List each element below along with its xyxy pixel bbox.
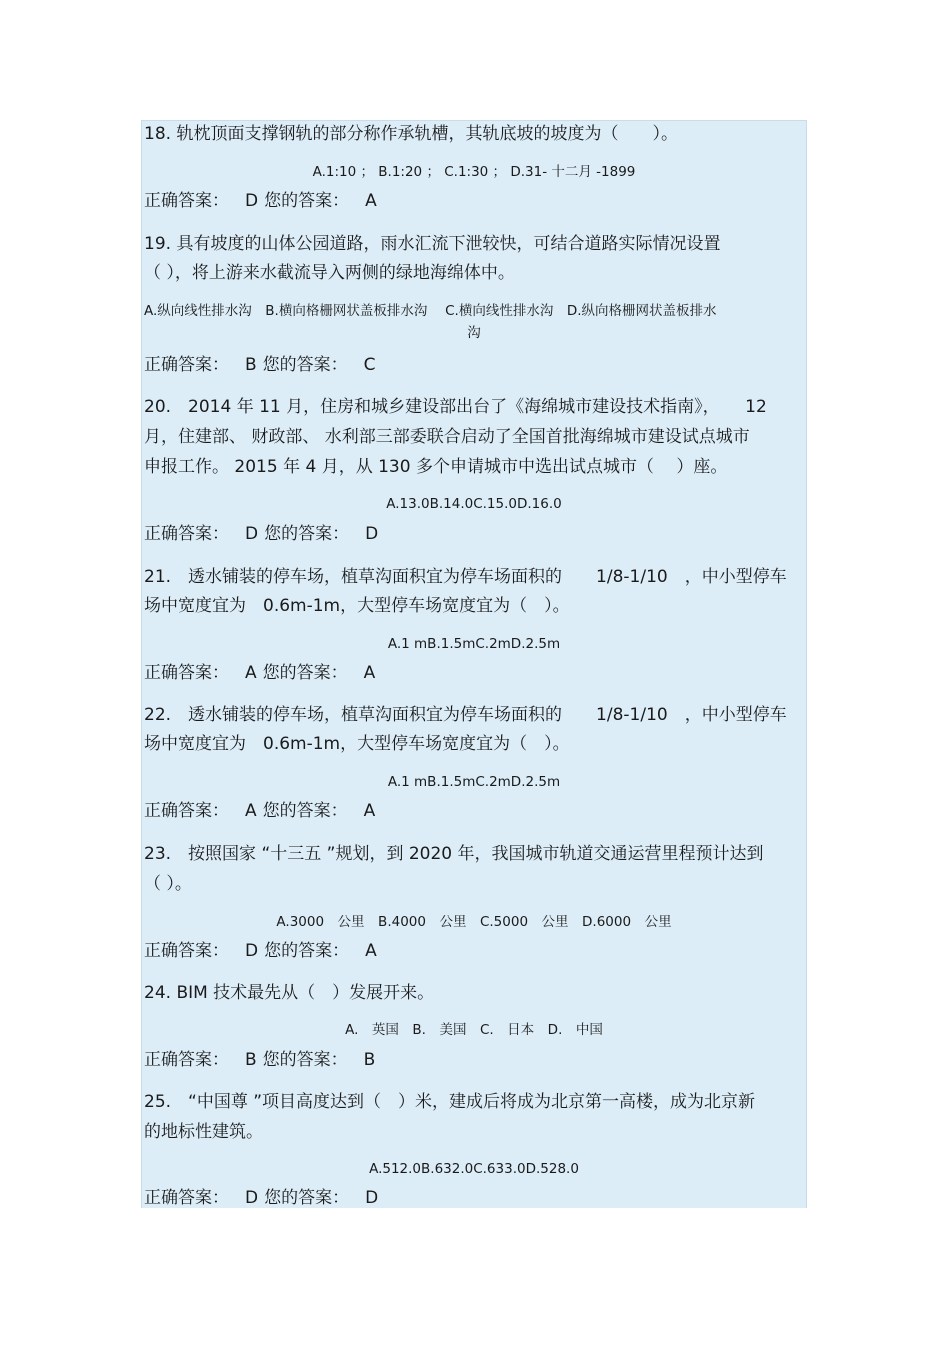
your-answer-value: D	[365, 1188, 379, 1208]
your-answer-value: B	[363, 1050, 376, 1070]
question-25-answer	[144, 1183, 378, 1213]
question-24-answer	[144, 1045, 375, 1075]
your-answer-label: 您的答案：	[262, 663, 348, 683]
question-18-answer	[144, 186, 377, 216]
question-25-options: A.512.0B.632.0C.633.0D.528.0	[369, 1161, 579, 1177]
correct-answer-label: 正确答案：	[144, 191, 229, 211]
question-25-line-2: 的地标性建筑。	[144, 1122, 263, 1142]
question-18-options: A.1:10 ； B.1:20 ； C.1:30 ； D.31- 十二月 -1899	[312, 164, 636, 180]
your-answer-value: D	[365, 524, 379, 544]
question-22-options: A.1 mB.1.5mC.2mD.2.5m	[387, 774, 561, 790]
correct-answer-value: A	[245, 801, 257, 821]
your-answer-value: A	[365, 191, 377, 211]
question-23-line-1: 23. 按照国家 “十三五 ”规划，到 2020 年，我国城市轨道交通运营里程预计达到	[144, 844, 764, 864]
correct-answer-value: B	[245, 1050, 257, 1070]
question-24-options: A. 英国 B. 美国 C. 日本 D. 中国	[345, 1022, 603, 1038]
question-23-answer	[144, 936, 377, 966]
your-answer-value: A	[363, 663, 376, 683]
correct-answer-value: D	[245, 524, 259, 544]
your-answer-label: 您的答案：	[264, 191, 350, 211]
your-answer-label: 您的答案：	[262, 355, 348, 375]
question-19-line-1: 19. 具有坡度的山体公园道路，雨水汇流下泄较快，可结合道路实际情况设置	[144, 234, 721, 254]
question-19-options-wrap: 沟	[467, 325, 481, 341]
question-25-line-1: 25. “中国尊 ”项目高度达到（ ）米，建成后将成为北京第一高楼，成为北京新	[144, 1092, 756, 1112]
question-22-line-1: 22. 透水铺装的停车场，植草沟面积宜为停车场面积的 1/8-1/10 ，中小型停车	[144, 705, 787, 725]
question-21-line-1: 21. 透水铺装的停车场，植草沟面积宜为停车场面积的 1/8-1/10 ，中小型停车	[144, 567, 787, 587]
correct-answer-label: 正确答案：	[144, 524, 229, 544]
your-answer-label: 您的答案：	[262, 801, 348, 821]
question-20-options: A.13.0B.14.0C.15.0D.16.0	[386, 496, 562, 512]
correct-answer-label: 正确答案：	[144, 355, 229, 375]
question-20-answer	[144, 519, 378, 549]
correct-answer-value: D	[245, 191, 259, 211]
your-answer-label: 您的答案：	[264, 524, 350, 544]
correct-answer-label: 正确答案：	[144, 941, 229, 961]
correct-answer-label: 正确答案：	[144, 1050, 229, 1070]
correct-answer-value: A	[245, 663, 257, 683]
question-23-line-2: （ ）。	[144, 874, 192, 894]
your-answer-value: A	[365, 941, 377, 961]
question-22-answer	[144, 796, 375, 826]
correct-answer-label: 正确答案：	[144, 663, 229, 683]
question-22-line-2: 场中宽度宜为 0.6m-1m，大型停车场宽度宜为（ ）。	[144, 734, 570, 754]
correct-answer-value: D	[245, 1188, 259, 1208]
question-23-options: A.3000 公里 B.4000 公里 C.5000 公里 D.6000 公里	[276, 914, 672, 930]
correct-answer-label: 正确答案：	[144, 801, 229, 821]
question-19-options: A.纵向线性排水沟 B.横向格栅网状盖板排水沟 C.横向线性排水沟 D.纵向格栅网状盖板排水	[144, 303, 717, 319]
your-answer-value: A	[363, 801, 376, 821]
your-answer-value: C	[363, 355, 376, 375]
question-19-line-2: （ ），将上游来水截流导入两侧的绿地海绵体中。	[144, 263, 515, 283]
question-20-line-1: 20. 2014 年 11 月，住房和城乡建设部出台了《海绵城市建设技术指南》， 12	[144, 397, 767, 417]
your-answer-label: 您的答案：	[264, 941, 350, 961]
question-21-options: A.1 mB.1.5mC.2mD.2.5m	[387, 636, 561, 652]
question-21-answer	[144, 658, 375, 688]
question-24-line-1: 24. BIM 技术最先从（ ）发展开来。	[144, 983, 435, 1003]
question-19-answer	[144, 350, 376, 380]
question-18-line-1: 18. 轨枕顶面支撑钢轨的部分称作承轨槽，其轨底坡的坡度为（ ）。	[144, 124, 678, 144]
question-20-line-3: 申报工作。 2015 年 4 月，从 130 多个申请城市中选出试点城市（ ）座。	[144, 457, 728, 477]
your-answer-label: 您的答案：	[264, 1188, 350, 1208]
your-answer-label: 您的答案：	[262, 1050, 348, 1070]
correct-answer-value: D	[245, 941, 259, 961]
question-20-line-2: 月，住建部、 财政部、 水利部三部委联合启动了全国首批海绵城市建设试点城市	[144, 427, 750, 447]
question-21-line-2: 场中宽度宜为 0.6m-1m，大型停车场宽度宜为（ ）。	[144, 596, 570, 616]
correct-answer-label: 正确答案：	[144, 1188, 229, 1208]
correct-answer-value: B	[245, 355, 257, 375]
